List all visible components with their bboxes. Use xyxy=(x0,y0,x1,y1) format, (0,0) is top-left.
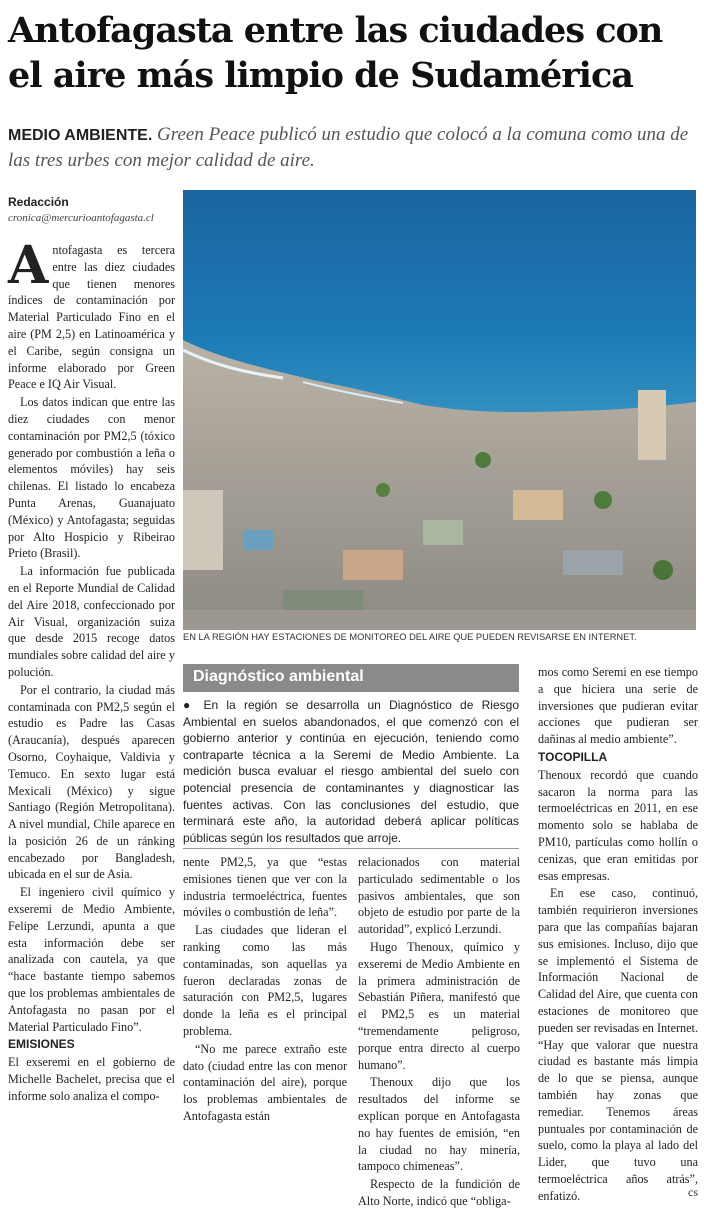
paragraph: El exseremi en el gobierno de Michelle Bachelet, precisa que el informe solo analiza el compo- xyxy=(8,1055,175,1103)
article-column-3 xyxy=(358,854,520,1211)
paragraph: La información fue publicada en el Reporte Mundial de Calidad del Aire 2018, confeccionado por Air Visual, organización suiza que desde 2015 recoge datos mundiales sobre calidad del aire y polución. xyxy=(8,564,175,679)
paragraph: Antofagasta es tercera entre las diez ciudades que tienen menores índices de contaminación por Material Particulado Fino en el aire (PM 2,5) en Latinoamérica y el Caribe, según consigna un informe elaborado por Green Peace e IQ Air Visual. xyxy=(8,235,175,392)
paragraph: Los datos indican que entre las diez ciudades con menor contaminación por PM2,5 (tóxico generado por combustión a leña o elementos móviles) hay seis chilenas. El listado lo encabeza Punta Arenas, Guanajuato (México) y Antofagasta; seguidas por Alto Hospicio y Ribeirao Prieto (Brasil). xyxy=(8,395,175,561)
deck-text: Green Peace publicó un estudio que colocó a la comuna como una de las tres urbes con mejor calidad de aire. xyxy=(8,124,689,171)
paragraph: Thenoux dijo que los resultados del informe se explican porque en Antofagasta no hay fuentes de emisión, “en la ciudad no hay minería, tampoco chimeneas”. xyxy=(358,1075,520,1174)
city-coast-photo xyxy=(183,190,696,630)
paragraph: Por el contrario, la ciudad más contaminada con PM2,5 según el estudio es Padre las Casas (Araucanía), después aparecen Osorno, Coyhaique, Valdivia y Temuco. En sexto lugar está Mexicali (México) y sigue Santiago (Región Metropolitana). A nivel mundial, Chile aparece en la posición 26 de un ránking encabezado por Bangladesh, ubicada en el sur de Asia. xyxy=(8,682,175,882)
article-column-1 xyxy=(8,235,175,1106)
paragraph: En ese caso, continuó, también requirieron inversiones para que las compañías bajaran sus emisiones. Incluso, dijo que se implementó el Sistema de Información Nacional de Calidad del Aire, que cuenta con estaciones de monitoreo que pueden ser revisadas en Internet. “Hay que valorar que nuestra ciudad es bastante más limpia de lo que se piensa, aunque también hay zonas que remediar. Tenemos áreas puntuales por contaminación de suelo, como la playa al lado del Lider, que tuvo una termoeléctrica años atrás”, enfatizó. xyxy=(538,886,698,1203)
sidebar-box-text: En la región se desarrolla un Diagnóstico de Riesgo Ambiental en suelos abandonados, el que comenzó con el gobierno anterior y continúa en ejecución, teniendo como contraparte técnica a la Seremi de Medio Ambiente. La medición busca evaluar el riesgo ambiental del suelo con potencial presencia de contaminantes y diagnosticar las fuentes activas. Con las conclusiones del estudio, que terminará este año, la autoridad deberá aplicar políticas públicas según los resultados que arroje. xyxy=(183,698,519,845)
sidebar-box-body xyxy=(183,697,519,846)
paragraph: Respecto de la fundición de Alto Norte, indicó que “obliga- xyxy=(358,1177,520,1208)
end-mark: cs xyxy=(688,1185,698,1199)
paragraph: nente PM2,5, ya que “estas emisiones tienen que ver con la industria termoeléctrica, fuentes móviles o combustión de leña”. xyxy=(183,855,347,920)
sidebar-box-title: Diagnóstico ambiental xyxy=(193,668,364,685)
subheading-emisiones: EMISIONES xyxy=(8,1037,75,1052)
deck xyxy=(8,122,698,173)
photo-illustration xyxy=(183,190,696,630)
paragraph: Thenoux recordó que cuando sacaron la norma para las termoeléctricas en 2011, en ese momento solo se hablaba de PM10, partículas como hollín o cenizas, que eran emitidas por esas empresas. xyxy=(538,767,698,883)
sidebar-box-header xyxy=(183,664,519,692)
paragraph: “No me parece extraño este dato (ciudad entre las con menor contaminación del aire), porque los problemas ambientales de Antofagasta están xyxy=(183,1041,347,1123)
paragraph: Las ciudades que lideran el ranking como las más contaminadas, son aquellas ya fueron declaradas zonas de saturación con PM2,5, lugares donde la leña es el principal problema. xyxy=(183,923,347,1038)
drop-cap: A xyxy=(8,235,49,296)
bullet-icon: ● xyxy=(183,698,196,712)
divider xyxy=(183,848,519,849)
paragraph: Hugo Thenoux, químico y exseremi de Medio Ambiente en la primera administración de Sebastián Piñera, manifestó que el PM2,5 es un material “tremendamente peligroso, porque entra directo al cuerpo humano”. xyxy=(358,939,520,1072)
paragraph: relacionados con material particulado sedimentable o los pasivos ambientales, que son objeto de estudio por parte de la autoridad”, explicó Lerzundi. xyxy=(358,855,520,937)
paragraph: El ingeniero civil químico y exseremi de Medio Ambiente, Felipe Lerzundi, apunta a que esta información debe ser analizada con cautela, ya que “hace bastante tiempo sabemos que los problemas ambientales de Antofagasta no pasan por el Material Particulado Fino”. xyxy=(8,885,175,1034)
subheading-tocopilla: TOCOPILLA xyxy=(538,749,608,764)
article-column-2 xyxy=(183,854,347,1126)
photo-caption: EN LA REGIÓN HAY ESTACIONES DE MONITOREO DEL AIRE QUE PUEDEN REVISARSE EN INTERNET. xyxy=(183,632,637,642)
headline: Antofagasta entre las ciudades con el aire más limpio de Sudamérica xyxy=(8,10,663,96)
byline: Redacción xyxy=(8,195,69,209)
deck-kicker: MEDIO AMBIENTE. xyxy=(8,127,153,144)
paragraph: mos como Seremi en ese tiempo a que hiciera una serie de inversiones que pudieran evitar acciones que pudieran ser dañinas al medio ambiente”. xyxy=(538,665,698,747)
article-column-4 xyxy=(538,664,698,1206)
author-email[interactable]: cronica@mercurioantofagasta.cl xyxy=(8,212,154,224)
